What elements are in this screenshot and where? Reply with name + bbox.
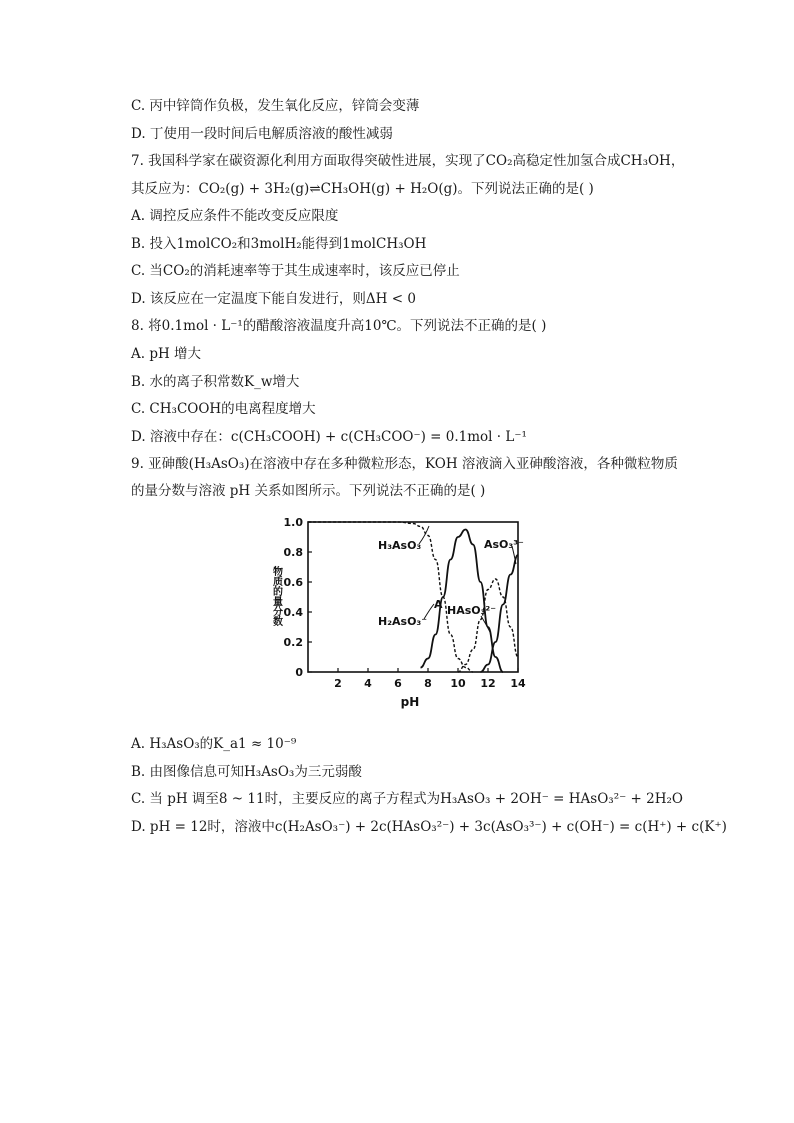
label-h3aso3: H₃AsO₃ [378, 539, 422, 552]
x-tick-label: 14 [510, 677, 526, 690]
label-h2aso3: H₂AsO₃⁻ [378, 615, 428, 628]
q9-stem-line2: 的量分数与溶液 pH 关系如图所示。下列说法不正确的是( ) [131, 483, 486, 499]
y-tick-label: 0.8 [283, 546, 303, 559]
x-tick-label: 12 [480, 677, 496, 690]
q7-option-a: A. 调控反应条件不能改变反应限度 [131, 208, 339, 224]
y-tick-label: 0.6 [283, 576, 303, 589]
x-tick-label: 2 [334, 677, 342, 690]
species-fraction-chart [262, 506, 534, 718]
q6-option-d: D. 丁使用一段时间后电解质溶液的酸性减弱 [131, 126, 393, 142]
chart-ylabel: 物质的量分数 [270, 566, 282, 626]
q7-stem-line2: 其反应为：CO₂(g) + 3H₂(g)⇌CH₃OH(g) + H₂O(g)。下列说法正确的是( ) [131, 181, 594, 197]
x-tick-label: 8 [424, 677, 432, 690]
chart-point-a-label: A [434, 598, 443, 611]
q7-option-c: C. 当CO₂的消耗速率等于其生成速率时，该反应已停止 [131, 263, 460, 279]
y-tick-label: 0.4 [283, 606, 303, 619]
x-tick-label: 4 [364, 677, 372, 690]
q9-stem-line1: 9. 亚砷酸(H₃AsO₃)在溶液中存在多种微粒形态，KOH 溶液滴入亚砷酸溶液，各种微粒物质 [131, 456, 678, 472]
x-tick-label: 6 [394, 677, 402, 690]
x-tick-label: 10 [450, 677, 466, 690]
label-haso3: HAsO₃²⁻ [447, 604, 497, 617]
label-aso3: AsO₃³⁻ [484, 538, 524, 551]
q8-option-d: D. 溶液中存在：c(CH₃COOH) + c(CH₃COO⁻) = 0.1mol · L⁻¹ [131, 429, 527, 445]
q9-option-c: C. 当 pH 调至8 ~ 11时，主要反应的离子方程式为H₃AsO₃ + 2OH⁻ = HAsO₃²⁻ + 2H₂O [131, 791, 683, 807]
q8-option-c: C. CH₃COOH的电离程度增大 [131, 401, 316, 417]
q8-option-a: A. pH 增大 [131, 346, 202, 362]
q9-option-d: D. pH = 12时，溶液中c(H₂AsO₃⁻) + 2c(HAsO₃²⁻) + 3c(AsO₃³⁻) + c(OH⁻) = c(H⁺) + c(K⁺) [131, 819, 727, 835]
chart-xlabel: pH [400, 695, 420, 709]
q8-stem: 8. 将0.1mol · L⁻¹的醋酸溶液温度升高10℃。下列说法不正确的是( ) [131, 318, 547, 334]
y-tick-label: 0.2 [283, 636, 303, 649]
q8-option-b: B. 水的离子积常数K_w增大 [131, 374, 300, 390]
q7-option-d: D. 该反应在一定温度下能自发进行，则ΔH < 0 [131, 291, 416, 307]
q9-option-b: B. 由图像信息可知H₃AsO₃为三元弱酸 [131, 764, 362, 780]
series-labels [378, 538, 524, 628]
series-line-2 [458, 579, 518, 672]
q9-option-a: A. H₃AsO₃的K_a1 ≈ 10⁻⁹ [131, 736, 297, 752]
y-tick-label: 0 [295, 666, 303, 679]
y-tick-label: 1.0 [283, 516, 303, 529]
q6-option-c: C. 丙中锌筒作负极，发生氧化反应，锌筒会变薄 [131, 98, 420, 114]
q7-option-b: B. 投入1molCO₂和3molH₂能得到1molCH₃OH [131, 236, 427, 252]
q7-stem-line1: 7. 我国科学家在碳资源化利用方面取得突破性进展，实现了CO₂高稳定性加氢合成CH₃OH， [131, 153, 685, 169]
